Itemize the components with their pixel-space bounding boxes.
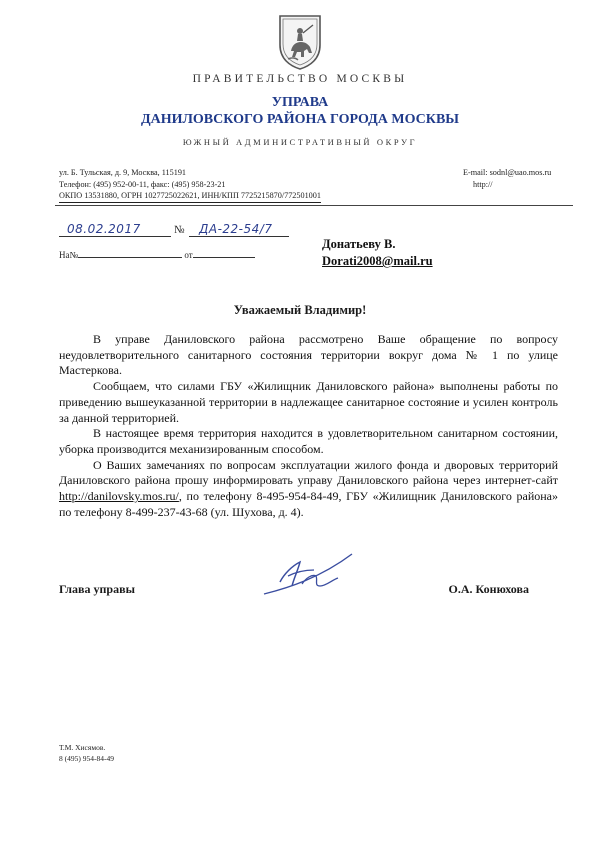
registration-codes: ОКПО 13531880, ОГРН 1027725022621, ИНН/КПП 7725215870/772501001 bbox=[59, 190, 321, 203]
incoming-reference bbox=[59, 249, 255, 260]
government-heading: ПРАВИТЕЛЬСТВО МОСКВЫ bbox=[192, 73, 408, 85]
district-heading: ЮЖНЫЙ АДМИНИСТРАТИВНЫЙ ОКРУГ bbox=[182, 137, 418, 147]
addressee-email[interactable]: Dorati2008@mail.ru bbox=[322, 254, 433, 268]
header-divider bbox=[55, 205, 573, 206]
paragraph-3: В настоящее время территория находится в удовлетворительном санитарном состоянии, уборка производится механизированным способом. bbox=[59, 426, 558, 456]
outgoing-number bbox=[59, 222, 289, 240]
paragraph-2: Сообщаем, что силами ГБУ «Жилищник Даниловского района» выполнены работы по приведению вышеуказанной территории в надлежащее санитарное состояние и усилен контроль за данной территорией. bbox=[59, 379, 558, 425]
letter-body bbox=[59, 332, 558, 520]
moscow-coat-of-arms-icon bbox=[276, 13, 324, 71]
salutation: Уважаемый Владимир! bbox=[233, 303, 367, 317]
signatory-name: О.А. Конюхова bbox=[448, 582, 529, 596]
outgoing-number-value: ДА-22-54/7 bbox=[199, 222, 273, 236]
signature-row bbox=[59, 580, 529, 610]
executor-block bbox=[59, 742, 114, 764]
number-sign: № bbox=[174, 224, 185, 236]
website-link[interactable]: http://danilovsky.mos.ru/ bbox=[59, 489, 179, 504]
email-text: E-mail: sodnl@uao.mos.ru bbox=[463, 168, 552, 177]
paragraph-4: О Ваших замечаниях по вопросам эксплуатации жилого фонда и дворовых территорий Даниловского района прошу информировать управу Даниловского района через интернет-сайт http://danilovsky.mos.ru/, по телефону 8-495-954-84-49, ГБУ «Жилищник Даниловского района» по телефону 8-499-237-43-68 (ул. Шухова, д. 4). bbox=[59, 457, 558, 519]
signatory-title: Глава управы bbox=[59, 582, 135, 596]
contact-block bbox=[59, 167, 321, 203]
incoming-from-label: от bbox=[184, 250, 193, 260]
org-title-line2: ДАНИЛОВСКОГО РАЙОНА ГОРОДА МОСКВЫ bbox=[140, 112, 460, 127]
date-line bbox=[59, 236, 171, 237]
http-text: http:// bbox=[473, 179, 493, 189]
address-text: ул. Б. Тульская, д. 9, Москва, 115191 bbox=[59, 168, 187, 177]
email-block bbox=[463, 167, 551, 190]
paragraph-1: В управе Даниловского района рассмотрено Ваше обращение по вопросу неудовлетворительного санитарного состояния территории вокруг дома № 1 по улице Мастеркова. bbox=[59, 332, 558, 378]
org-title-line1: УПРАВА bbox=[271, 95, 329, 110]
executor-phone: 8 (495) 954-84-49 bbox=[59, 754, 114, 763]
addressee-name: Донатьеву В. bbox=[322, 237, 396, 251]
number-line bbox=[189, 236, 289, 237]
incoming-label: На№ bbox=[59, 250, 79, 260]
phone-fax-text: Телефон: (495) 952-00-11, факс: (495) 958-23-21 bbox=[59, 179, 226, 189]
addressee-block bbox=[322, 236, 433, 270]
outgoing-date: 08.02.2017 bbox=[67, 222, 141, 236]
executor-name: Т.М. Хисямов. bbox=[59, 743, 106, 752]
